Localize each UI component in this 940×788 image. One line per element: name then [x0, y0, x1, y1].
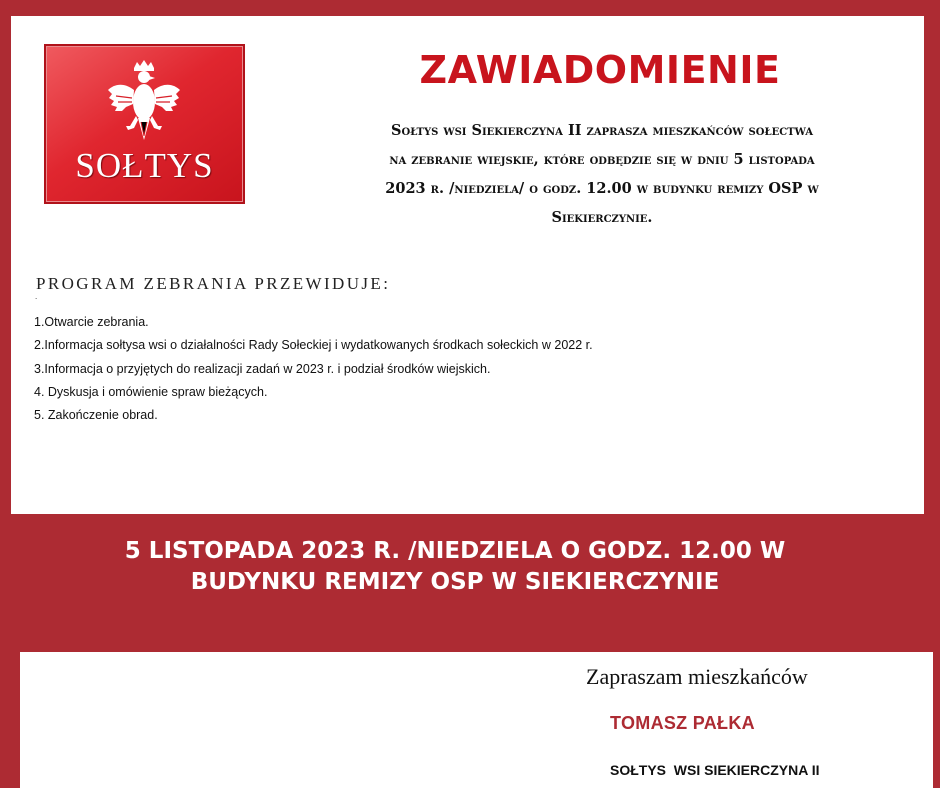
program-item: 2.Informacja sołtysa wsi o działalności Rady Sołeckiej i wydatkowanych środkach sołeckich w 2022 r.	[34, 338, 593, 353]
date-banner	[0, 536, 910, 598]
banner-line: 5 LISTOPADA 2023 R. /NIEDZIELA O GODZ. 12.00 W	[124, 538, 786, 564]
program-heading: PROGRAM ZEBRANIA PRZEWIDUJE:	[36, 274, 391, 293]
soltys-logo	[44, 44, 245, 204]
program-item: 1.Otwarcie zebrania.	[34, 315, 149, 329]
invite-text: Zapraszam mieszkańców	[586, 664, 808, 689]
notice-intro	[328, 116, 876, 232]
program-item: 4. Dyskusja i omówienie spraw bieżących.	[34, 384, 268, 399]
intro-line: Siekierczynie.	[551, 209, 653, 226]
logo-word: SOŁTYS	[75, 146, 214, 185]
white-eagle-emblem-icon	[106, 60, 182, 142]
intro-line: 2023 r. /niedziela/ o godz. 12.00 w budynku remizy OSP w	[385, 180, 819, 197]
signer-name: TOMASZ PAŁKA	[610, 713, 755, 733]
banner-line: BUDYNKU REMIZY OSP W SIEKIERCZYNIE	[190, 569, 720, 595]
program-bullet: .	[35, 292, 38, 301]
program-list	[34, 312, 593, 428]
program-item: 5. Zakończenie obrad.	[34, 408, 158, 423]
intro-line: Sołtys wsi Siekierczyna II zaprasza mieszkańców sołectwa	[391, 122, 813, 139]
signer-role: SOŁTYS WSI SIEKIERCZYNA II	[610, 762, 820, 778]
notice-title: ZAWIADOMIENIE	[419, 48, 781, 92]
intro-line: na zebranie wiejskie, które odbędzie się w dniu 5 listopada	[389, 151, 815, 168]
program-item: 3.Informacja o przyjętych do realizacji zadań w 2023 r. i podział środków wiejskich.	[34, 361, 491, 376]
